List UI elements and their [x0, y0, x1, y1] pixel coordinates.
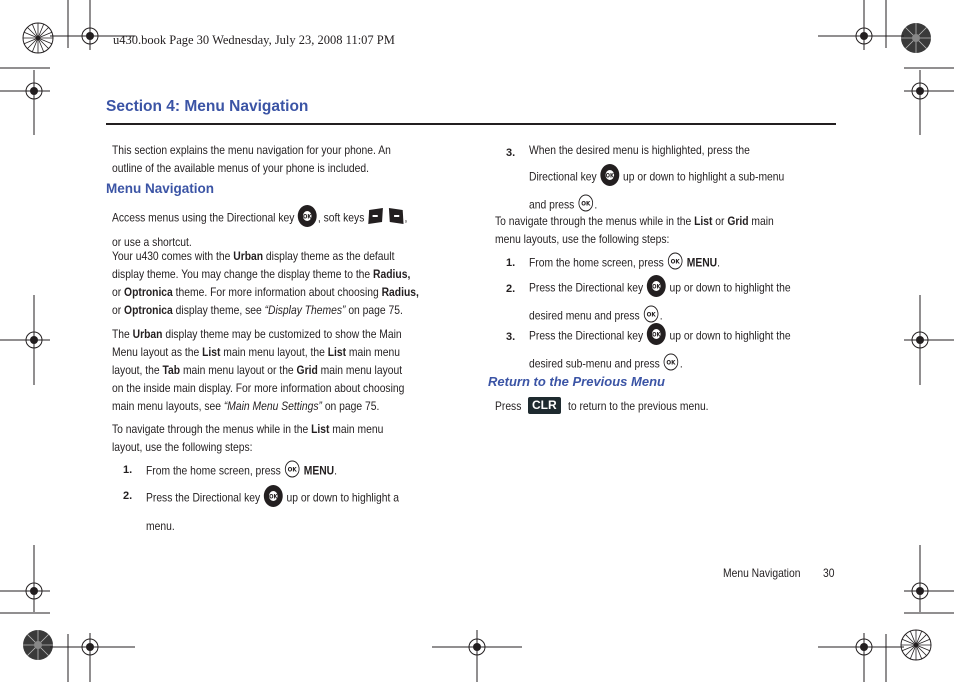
clr-paragraph-end: to return to the previous menu. [568, 399, 709, 413]
urban-theme-paragraph: The Urban display theme may be customized to show the Main Menu layout as the List main menu layout, the List main menu layout, the Tab main menu layout or the Grid main menu layout on the inside main display. For more information about choosing main menu layouts, see “Main Menu Settings” on page 75. [112, 327, 405, 413]
list-navigate-paragraph: To navigate through the menus while in the List main menu layout, use the following steps: [112, 422, 384, 454]
footer-label: Menu Navigation [723, 566, 801, 580]
svg-text:OK: OK [605, 173, 615, 180]
left-step-2: 2. [123, 490, 133, 502]
left-step-2-text: Press the Directional key OK up or down to highlight a menu. [146, 484, 440, 535]
right-step-3b-num: 3. [506, 331, 516, 343]
right-step-2-num: 2. [506, 283, 516, 295]
svg-text:OK: OK [652, 332, 661, 339]
right-step-1-text: From the home screen, press OK MENU. [529, 252, 751, 275]
directional-key-icon [646, 274, 667, 303]
svg-text:OK: OK [303, 214, 312, 221]
ok-key-icon [663, 353, 680, 376]
right-soft-key-icon [387, 207, 404, 230]
footer-page-number: 30 [823, 566, 835, 580]
svg-text:OK: OK [666, 359, 676, 367]
directional-key-icon [297, 204, 318, 233]
directional-key-icon [600, 163, 621, 192]
left-soft-key-icon [367, 207, 384, 230]
svg-text:OK: OK [287, 466, 297, 474]
svg-text:OK: OK [646, 311, 656, 319]
menu-navigation-subhead: Menu Navigation [106, 181, 215, 196]
right-step-3b-text: Press the Directional key OK up or down to highlight the desired sub-menu and press OK . [529, 322, 833, 376]
left-step-1: 1. [123, 464, 133, 476]
right-step-2-text: Press the Directional key OK up or down to highlight the desired menu and press OK . [529, 274, 833, 328]
clr-paragraph: Press [495, 399, 522, 413]
return-previous-subhead: Return to the Previous Menu [488, 374, 665, 389]
intro-paragraph: This section explains the menu navigation for your phone. An outline of the available menus of your phone is included. [112, 143, 391, 175]
list-grid-paragraph: To navigate through the menus while in the List or Grid main menu layouts, use the following steps: [495, 214, 774, 246]
svg-text:OK: OK [581, 200, 591, 208]
access-menus-paragraph: Access menus using the Directional key OK , soft keys , or use a shortcut. [112, 204, 455, 251]
svg-text:OK: OK [269, 494, 278, 501]
print-header: u430.book Page 30 Wednesday, July 23, 2008 11:07 PM [113, 33, 395, 47]
ok-key-icon [667, 252, 684, 275]
directional-key-icon [263, 484, 284, 513]
svg-text:OK: OK [670, 258, 680, 266]
title-rule [106, 123, 836, 125]
section-title: Section 4: Menu Navigation [106, 98, 309, 115]
clr-key-icon: CLR [528, 397, 561, 415]
right-step-3-num: 3. [506, 147, 516, 159]
svg-text:OK: OK [652, 284, 661, 291]
right-step-1-num: 1. [506, 257, 516, 269]
right-step-3-text: When the desired menu is highlighted, press the Directional key OK up or down to highlight a sub-menu and press OK . [529, 141, 826, 217]
ok-key-icon [284, 460, 301, 483]
left-step-1-text: From the home screen, press OK MENU. [146, 460, 368, 483]
display-theme-paragraph: Your u430 comes with the Urban display theme as the default display theme. You may change the display theme to the Radius, or Optronica theme. For more information about choosing Radius, or Optronica display theme, see “Display Themes” on page 75. [112, 249, 419, 317]
directional-key-icon [646, 322, 667, 351]
